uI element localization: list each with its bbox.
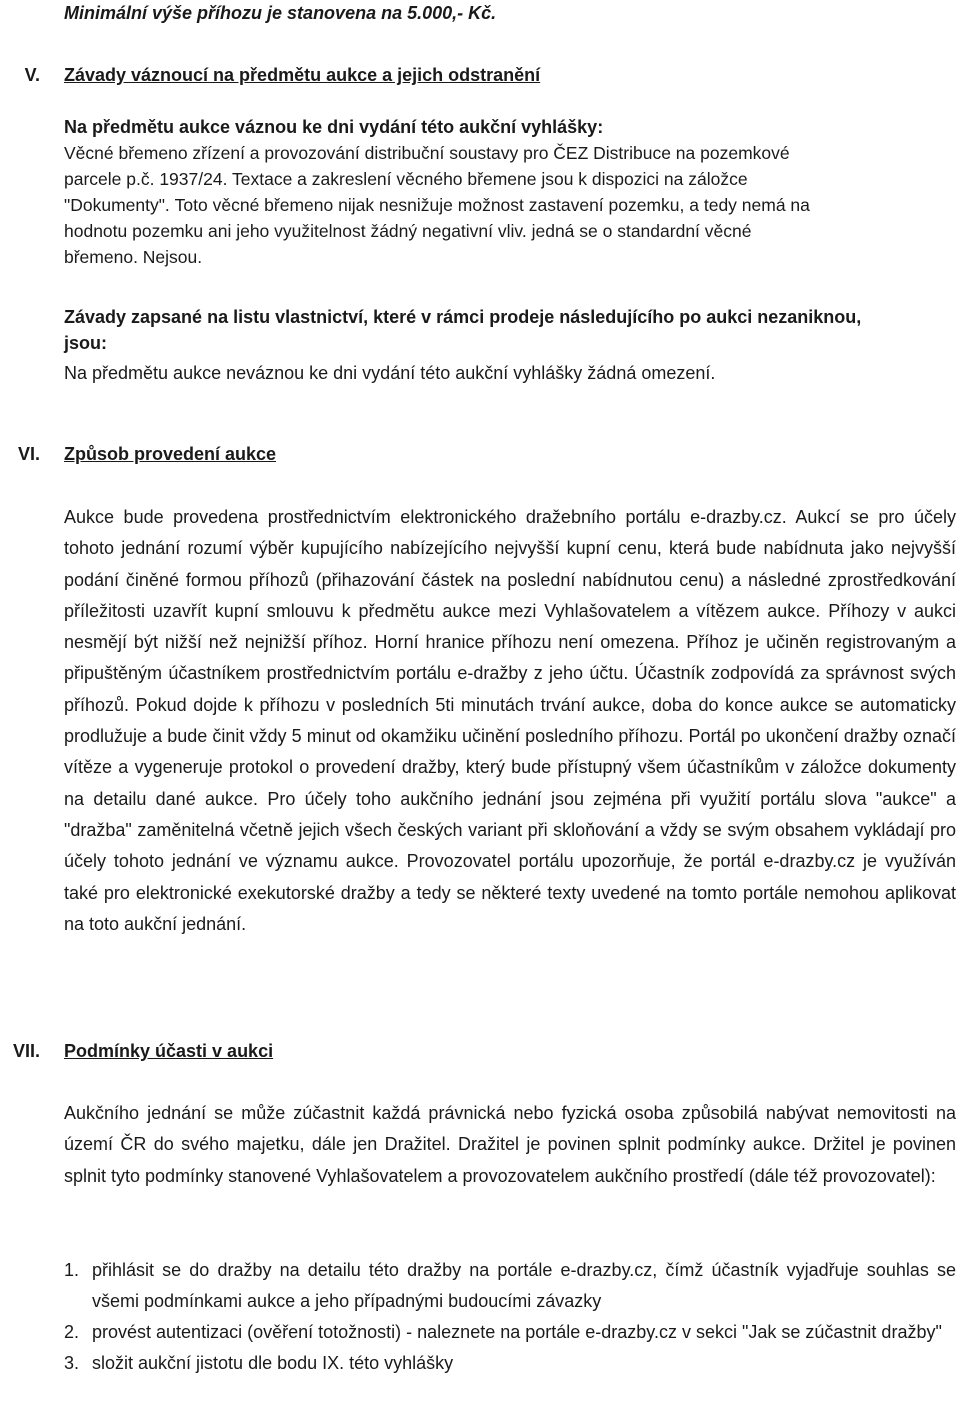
easement-fragment: Toto věcné břemeno nijak nesnižuje možnost zastavení pozemku, a tedy nemá na [174, 195, 810, 215]
section-6-number: VI. [17, 444, 40, 464]
registry-heading-line: Závady zapsané na listu vlastnictví, které v rámci prodeje následujícího po aukci nezaniknou, [64, 307, 862, 327]
list-item [64, 1255, 956, 1317]
section-5-paragraph-easement [64, 140, 956, 270]
list-item [64, 1348, 956, 1379]
easement-line: parcele p.č. 1937/24. Textace a zakreslení věcného břemene jsou k dispozici na záložce [64, 169, 748, 189]
easement-line: hodnotu pozemku ani jeho využitelnost žádný negativní vliv. jedná se o standardní věcné [64, 221, 752, 241]
section-6-body: Aukce bude provedena prostřednictvím elektronického dražebního portálu e-drazby.cz. Aukcí se pro účely tohoto jednání rozumí výběr kupujícího nabízejícího nejvyšší kupní cenu, která bude nabídnuta jako nejvyšší podání činěné formou příhozů (přihazování částek na poslední nabídnutou cenu) a následné zprostředkování příležitosti uzavřít kupní smlouvu k předmětu aukce mezi Vyhlašovatelem a vítězem aukce. Příhozy v aukci nesmějí být nižší než nejnižší příhoz. Horní hranice příhozu není omezena. Příhoz je učiněn registrovaným a připuštěným účastníkem prostřednictvím portálu e-dražby z jeho účtu. Účastník zodpovídá za správnost svých příhozů. Pokud dojde k příhozu v posledních 5ti minutách trvání aukce, doba do konce aukce se automaticky prodlužuje a bude činit vždy 5 minut od okamžiku učinění posledního příhozu. Portál po ukončení dražby označí vítěze a vygeneruje protokol o provedení dražby, který bude přístupný všem účastníkům v záložce dokumenty na detailu dané aukce. Pro účely toho aukčního jednání jsou zejména při využití portálu slova "aukce" a "dražba" zaměnitelná včetně jejich všech českých variant při skloňování a vždy se svým obsahem vykládají pro účely tohoto jednání ve významu aukce. Provozovatel portálu upozorňuje, že portál e-drazby.cz je využíván také pro elektronické exekutorské dražby a tedy se některé texty uvedené na tomto portále nemohou aplikovat na toto aukční jednání. [64, 507, 956, 934]
list-item-text: přihlásit se do dražby na detailu této dražby na portále e-drazby.cz, čímž účastník vyjadřuje souhlas se všemi podmínkami aukce a jeho případnými budoucími závazky [92, 1260, 956, 1311]
easement-line [64, 192, 956, 218]
easement-fragment: "Dokumenty". [64, 195, 175, 215]
list-item-text: provést autentizaci (ověření totožnosti) - naleznete na portále e-drazby.cz v sekci "Jak se zúčastnit dražby" [92, 1322, 942, 1342]
list-item-number: 3. [64, 1353, 80, 1373]
section-7-number: VII. [12, 1041, 40, 1061]
section-7-body: Aukčního jednání se může zúčastnit každá právnická nebo fyzická osoba způsobilá nabývat nemovitosti na území ČR do svého majetku, dále jen Dražitel. Dražitel je povinen splnit podmínky aukce. Držitel je povinen splnit tyto podmínky stanovené Vyhlašovatelem a provozovatelem aukčního prostředí (dále též provozovatel): [64, 1103, 956, 1186]
list-item-number: 2. [64, 1322, 80, 1342]
easement-line: Věcné břemeno zřízení a provozování distribuční soustavy pro ČEZ Distribuce na pozemkové [64, 143, 790, 163]
section-5-subheading-registry [64, 304, 956, 356]
section-5-title: Závady váznoucí na předmětu aukce a jejich odstranění [64, 65, 541, 85]
section-5-number: V. [24, 65, 40, 85]
section-6-title: Způsob provedení aukce [64, 444, 277, 464]
minimum-bid-note: Minimální výše příhozu je stanovena na 5.000,- Kč. [64, 3, 497, 23]
section-7-title: Podmínky účasti v aukci [64, 1041, 274, 1061]
easement-line: břemeno. Nejsou. [64, 247, 203, 267]
list-item [64, 1317, 956, 1348]
section-5-no-restrictions: Na předmětu aukce neváznou ke dni vydání této aukční vyhlášky žádná omezení. [64, 363, 716, 383]
list-item-number: 1. [64, 1260, 80, 1280]
registry-heading-line: jsou: [64, 333, 107, 353]
section-5-subheading-encumbrances: Na předmětu aukce váznou ke dni vydání této aukční vyhlášky: [64, 117, 604, 137]
list-item-text: složit aukční jistotu dle bodu IX. této vyhlášky [92, 1353, 454, 1373]
participation-conditions-list [64, 1255, 956, 1379]
